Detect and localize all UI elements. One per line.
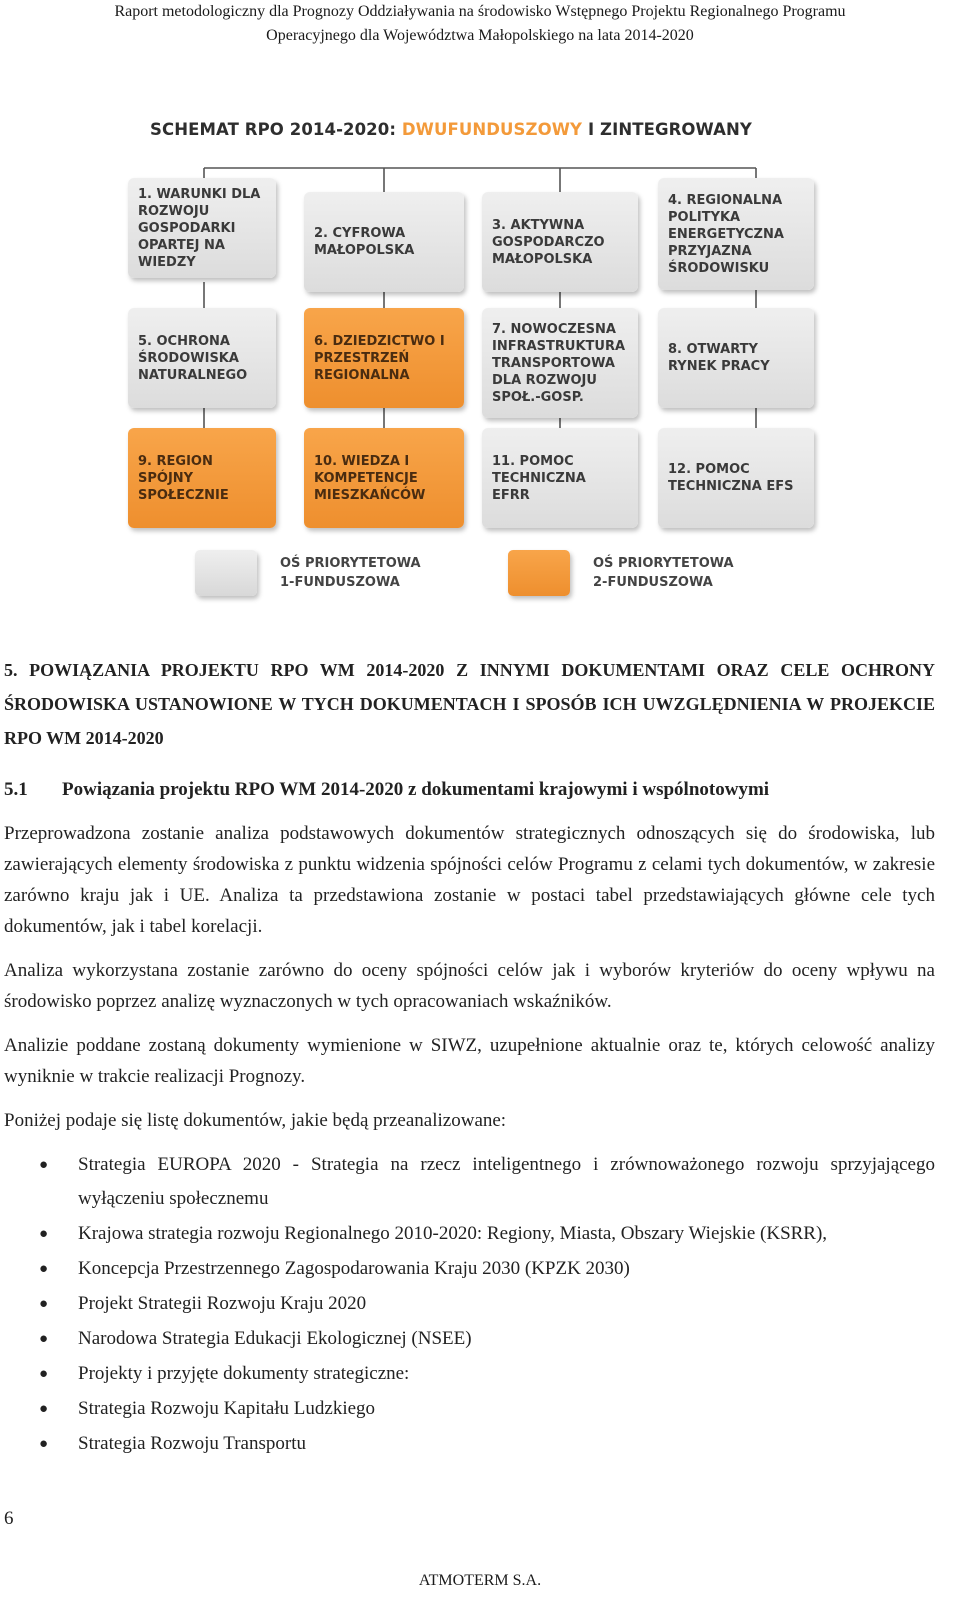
priority-axis-7-box: 7. NOWOCZESNA INFRASTRUKTURA TRANSPORTOWA DLA ROZWOJU SPOŁ.-GOSP. <box>482 308 638 418</box>
priority-axis-2-box: 2. CYFROWA MAŁOPOLSKA <box>304 192 464 292</box>
priority-axis-12-box: 12. POMOC TECHNICZNA EFS <box>658 428 814 528</box>
documents-list <box>4 1148 935 1462</box>
paragraph-usage: Analiza wykorzystana zostanie zarówno do oceny spójności celów jak i wyborów kryteriów do oceny wpływu na środowisko poprzez analizę wyznaczonych w tych opracowaniach wskaźników. <box>4 960 935 1012</box>
priority-axis-11-box: 11. POMOC TECHNICZNA EFRR <box>482 428 638 528</box>
list-item: ● Krajowa strategia rozwoju Regionalnego 2010-2020: Regiony, Miasta, Obszary Wiejskie (KSRR), <box>4 1217 935 1251</box>
priority-axis-6-box: 6. DZIEDZICTWO I PRZESTRZEŃ REGIONALNA <box>304 308 464 408</box>
priority-axis-9-box: 9. REGION SPÓJNY SPOŁECZNIE <box>128 428 276 528</box>
paragraph-siwz: Analizie poddane zostaną dokumenty wymienione w SIWZ, uzupełnione aktualnie oraz te, których celowość analizy wyniknie w trakcie realizacji Prognozy. <box>4 1035 935 1087</box>
bullet-icon: ● <box>39 1366 49 1382</box>
paragraph-list-intro: Poniżej podaje się listę dokumentów, jakie będą przeanalizowane: <box>4 1110 507 1131</box>
bullet-icon: ● <box>39 1261 49 1277</box>
rpo-scheme-diagram <box>120 110 840 620</box>
page-number: 6 <box>4 1508 14 1529</box>
list-item: ● Projekt Strategii Rozwoju Kraju 2020 <box>4 1287 935 1321</box>
section-5-1-heading <box>4 775 935 805</box>
bullet-icon: ● <box>39 1296 49 1312</box>
diagram-title-accent: DWUFUNDUSZOWY <box>401 120 583 139</box>
diagram-title-main: SCHEMAT RPO 2014-2020: <box>150 120 402 139</box>
bullet-icon: ● <box>39 1331 49 1347</box>
priority-axis-3-box: 3. AKTYWNA GOSPODARCZO MAŁOPOLSKA <box>482 192 638 292</box>
list-item: ● Strategia Rozwoju Transportu <box>4 1427 935 1461</box>
paragraph-analysis: Przeprowadzona zostanie analiza podstawowych dokumentów strategicznych odnoszących się do środowiska, lub zawierających elementy środowiska z punktu widzenia spójności celów Programu z celami tych dokumentów, w zakresie zarówno kraju jak i UE. Analiza ta przedstawiona zostanie w postaci tabel przedstawiających główne cele tych dokumentów, jak i tabel korelacji. <box>4 823 935 937</box>
bullet-icon: ● <box>39 1401 49 1417</box>
list-item: ● Strategia EUROPA 2020 - Strategia na rzecz inteligentnego i zrównoważonego rozwoju sprzyjającego wyłączeniu społecznemu <box>4 1148 935 1216</box>
bullet-icon: ● <box>39 1226 49 1242</box>
section-5-1-number: 5.1 <box>4 779 28 800</box>
diagram-title-tail: I ZINTEGROWANY <box>582 120 752 139</box>
list-item: ● Strategia Rozwoju Kapitału Ludzkiego <box>4 1392 935 1426</box>
header-line-2: Operacyjnego dla Województwa Małopolskiego na lata 2014-2020 <box>266 27 694 44</box>
section-5-heading: 5. POWIĄZANIA PROJEKTU RPO WM 2014-2020 Z INNYMI DOKUMENTAMI ORAZ CELE OCHRONY ŚRODOWISKA USTANOWIONE W TYCH DOKUMENTACH I SPOSÓB ICH UWZGLĘDNIENIA W PROJEKCIE RPO WM 2014-2020 <box>4 660 935 748</box>
section-5-1-title: Powiązania projektu RPO WM 2014-2020 z dokumentami krajowymi i wspólnotowymi <box>62 779 770 800</box>
legend-single-fund-label: OŚ PRIORYTETOWA 1-FUNDUSZOWA <box>280 556 421 590</box>
header-line-1: Raport metodologiczny dla Prognozy Oddziaływania na środowisko Wstępnego Projektu Regionalnego Programu <box>114 3 846 20</box>
list-item: ● Koncepcja Przestrzennego Zagospodarowania Kraju 2030 (KPZK 2030) <box>4 1252 935 1286</box>
list-item: ● Projekty i przyjęte dokumenty strategiczne: <box>4 1357 935 1391</box>
priority-axis-4-box: 4. REGIONALNA POLITYKA ENERGETYCZNA PRZYJAZNA ŚRODOWISKU <box>658 178 814 290</box>
priority-axis-5-box: 5. OCHRONA ŚRODOWISKA NATURALNEGO <box>128 308 276 408</box>
page-header <box>0 0 960 48</box>
bullet-icon: ● <box>39 1157 49 1173</box>
legend-two-fund-label: OŚ PRIORYTETOWA 2-FUNDUSZOWA <box>593 556 734 590</box>
priority-axis-8-box: 8. OTWARTY RYNEK PRACY <box>658 308 814 408</box>
page-footer: ATMOTERM S.A. <box>418 1572 542 1589</box>
legend-orange-swatch <box>508 550 570 596</box>
priority-axis-10-box: 10. WIEDZA I KOMPETENCJE MIESZKAŃCÓW <box>304 428 464 528</box>
priority-axis-1-box: 1. WARUNKI DLA ROZWOJU GOSPODARKI OPARTEJ NA WIEDZY <box>128 178 276 278</box>
bullet-icon: ● <box>39 1436 49 1452</box>
legend-gray-swatch <box>195 550 257 596</box>
list-item: ● Narodowa Strategia Edukacji Ekologicznej (NSEE) <box>4 1322 935 1356</box>
